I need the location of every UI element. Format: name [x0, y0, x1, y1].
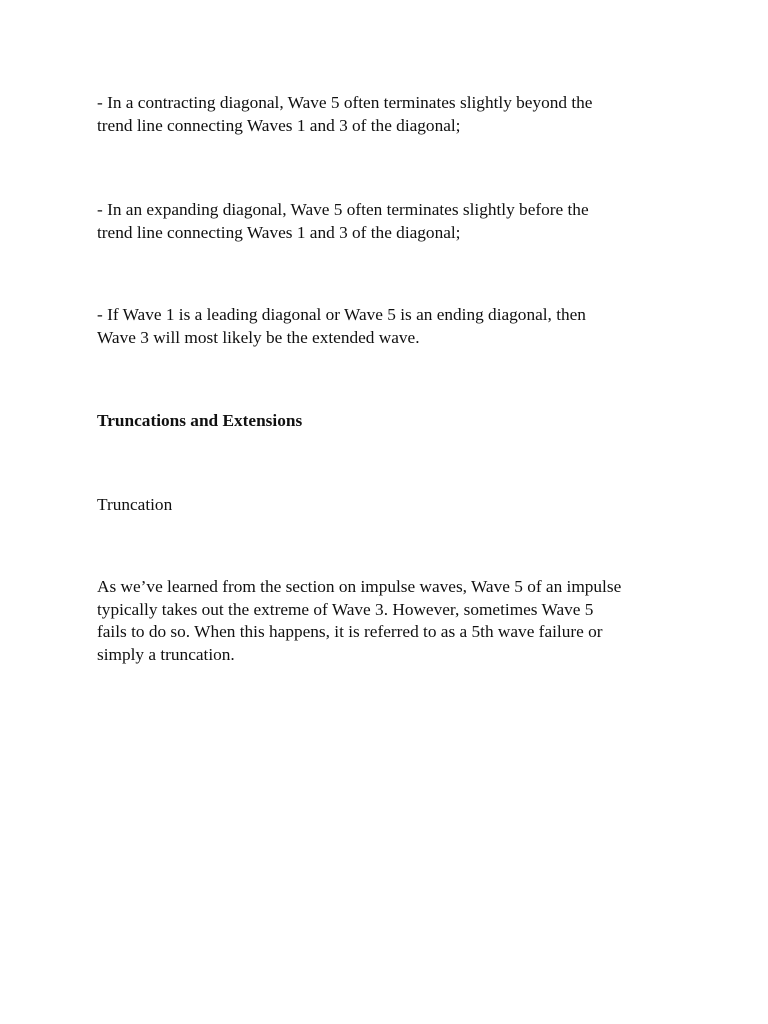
text-line: trend line connecting Waves 1 and 3 of the diagonal; [97, 115, 461, 135]
text-line: - If Wave 1 is a leading diagonal or Wave 5 is an ending diagonal, then [97, 305, 586, 324]
bullet-leading-ending-diagonal [97, 304, 677, 349]
bullet-contracting-diagonal [97, 92, 677, 137]
text-line: typically takes out the extreme of Wave 3. However, sometimes Wave 5 [97, 599, 594, 619]
text-line: fails to do so. When this happens, it is referred to as a 5th wave failure or [97, 622, 603, 641]
text-line: Wave 3 will most likely be the extended wave. [97, 327, 420, 347]
subsection-heading: Truncation [97, 495, 173, 514]
text-line: As we’ve learned from the section on impulse waves, Wave 5 of an impulse [97, 577, 622, 596]
text-line: - In an expanding diagonal, Wave 5 often terminates slightly before the [97, 200, 589, 219]
section-heading: Truncations and Extensions [97, 411, 303, 430]
bullet-expanding-diagonal [97, 199, 677, 244]
text-line: simply a truncation. [97, 644, 235, 664]
truncation-paragraph [97, 576, 677, 666]
text-line: trend line connecting Waves 1 and 3 of the diagonal; [97, 222, 461, 242]
text-line: - In a contracting diagonal, Wave 5 often terminates slightly beyond the [97, 93, 593, 112]
